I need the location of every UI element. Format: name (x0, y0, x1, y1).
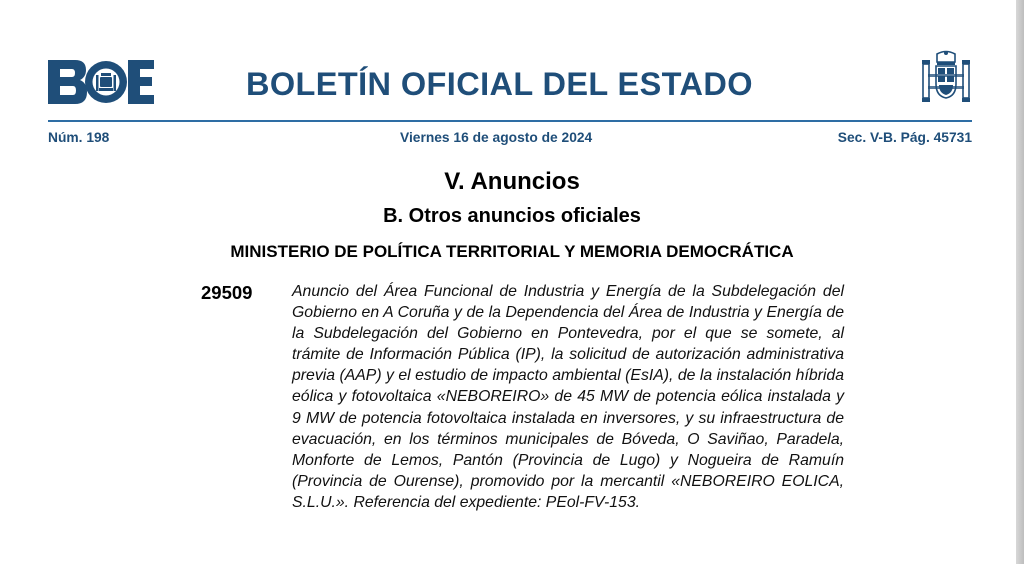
subsection-heading: B. Otros anuncios oficiales (383, 205, 641, 227)
section-heading: V. Anuncios (444, 168, 580, 195)
page-edge (1016, 0, 1024, 564)
announcement-number: 29509 (201, 282, 253, 303)
issue-number: Núm. 198 (48, 130, 110, 145)
boe-logo (48, 60, 154, 104)
issue-date: Viernes 16 de agosto de 2024 (400, 130, 593, 145)
coat-of-arms-spain-icon (920, 50, 972, 106)
page-header (48, 48, 972, 108)
header-rule (48, 120, 972, 122)
page-title: BOLETÍN OFICIAL DEL ESTADO (246, 66, 753, 102)
announcement-text: Anuncio del Área Funcional de Industria y Energía de la Subdelegación del Gobierno en A Coruña y de la Dependencia del Área de Industria y Energía de la Subdelegación del Gobierno en Pontevedra, por el que se somete, al trámite de Información Pública (IP), la solicitud de autorización administrativa previa (AAP) y el estudio de impacto ambiental (EsIA), de la instalación híbrida eólica y fotovoltaica «NEBOREIRO» de 45 MW de potencia eólica instalada y 9 MW de potencia fotovoltaica instalada en inversores, y su infraestructura de evacuación, en los términos municipales de Bóveda, O Saviñao, Paradela, Monforte de Lemos, Pantón (Provincia de Lugo) y Nogueira de Ramuín (Provincia de Ourense), promovido por la mercantil «NEBOREIRO EOLICA, S.L.U.». Referencia del expediente: PEol-FV-153. (292, 283, 844, 511)
ministry-heading: MINISTERIO DE POLÍTICA TERRITORIAL Y MEMORIA DEMOCRÁTICA (230, 242, 794, 261)
section-page: Sec. V-B. Pág. 45731 (837, 130, 972, 145)
